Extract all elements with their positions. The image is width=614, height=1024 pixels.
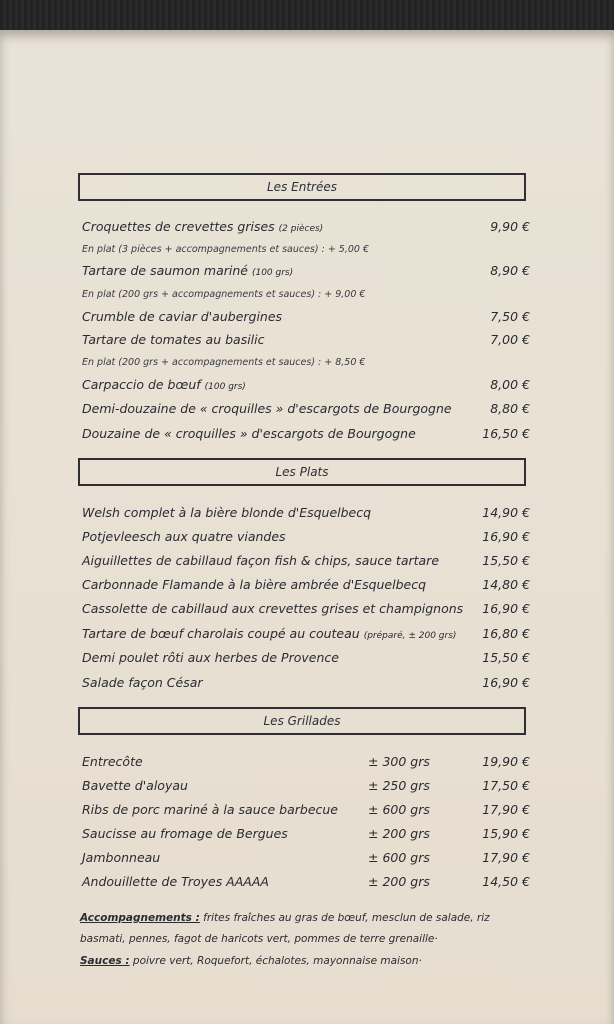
item-price: 8,00 € (490, 377, 530, 392)
accompaniments-label: Accompagnements : (80, 912, 200, 924)
item-price: 16,80 € (482, 626, 530, 641)
item-detail: (préparé, ± 200 grs) (363, 631, 457, 641)
sauces-label: Sauces : (80, 955, 130, 967)
item-price: 16,90 € (482, 675, 530, 690)
item-name: Saucisse au fromage de Bergues (82, 826, 288, 841)
menu-item (82, 850, 532, 872)
item-name: Demi poulet rôti aux herbes de Provence (82, 650, 339, 665)
item-price: 9,90 € (490, 219, 530, 234)
sauces-text: poivre vert, Roquefort, échalotes, mayonnaise maison· (132, 955, 422, 967)
item-note: En plat (200 grs + accompagnements et sauces) : + 9,00 € (82, 289, 366, 300)
item-weight: ± 300 grs (368, 754, 430, 769)
item-name: Tartare de saumon mariné (82, 263, 248, 278)
item-name: Croquettes de crevettes grises (82, 219, 275, 234)
section-title-grillades (78, 707, 526, 735)
item-name: Bavette d'aloyau (82, 778, 188, 793)
item-name: Carpaccio de bœuf (82, 377, 201, 392)
item-name: Douzaine de « croquilles » d'escargots de Bourgogne (82, 426, 416, 441)
menu-item (82, 332, 532, 354)
menu-item (82, 601, 532, 623)
item-detail: (2 pièces) (278, 224, 324, 234)
menu-item (82, 650, 532, 672)
menu-item (82, 219, 532, 241)
item-name: Aiguillettes de cabillaud façon fish & chips, sauce tartare (82, 553, 440, 568)
menu-page (0, 30, 614, 1024)
menu-item (82, 826, 532, 848)
item-name: Crumble de caviar d'aubergines (82, 309, 283, 324)
item-name: Salade façon César (82, 675, 203, 690)
item-price: 15,50 € (482, 650, 530, 665)
menu-item (82, 802, 532, 824)
accompaniments-note (80, 908, 535, 950)
menu-item (82, 377, 532, 399)
menu-item (82, 426, 532, 448)
menu-item (82, 553, 532, 575)
item-price: 19,90 € (482, 754, 530, 769)
menu-item (82, 754, 532, 776)
item-weight: ± 600 grs (368, 802, 430, 817)
item-weight: ± 600 grs (368, 850, 430, 865)
section-title-entrees (78, 173, 526, 201)
section-title-text: Les Entrées (267, 180, 337, 194)
item-price: 14,80 € (482, 577, 530, 592)
item-name: Potjevleesch aux quatre viandes (82, 529, 286, 544)
item-name: Carbonnade Flamande à la bière ambrée d'Esquelbecq (82, 577, 427, 592)
sauces-note (80, 951, 535, 972)
item-weight: ± 200 grs (368, 826, 430, 841)
item-name: Tartare de bœuf charolais coupé au couteau (82, 626, 360, 641)
item-price: 14,50 € (482, 874, 530, 889)
section-title-plats (78, 458, 526, 486)
menu-item (82, 577, 532, 599)
item-name: Welsh complet à la bière blonde d'Esquelbecq (82, 505, 372, 520)
item-detail: (100 grs) (251, 268, 294, 278)
menu-item (82, 778, 532, 800)
item-name: Entrecôte (82, 754, 143, 769)
item-name: Tartare de tomates au basilic (82, 332, 265, 347)
item-note: En plat (3 pièces + accompagnements et sauces) : + 5,00 € (82, 244, 370, 255)
item-price: 16,90 € (482, 529, 530, 544)
menu-item (82, 309, 532, 331)
section-title-text: Les Grillades (263, 714, 341, 728)
item-price: 14,90 € (482, 505, 530, 520)
menu-item (82, 401, 532, 423)
menu-item (82, 675, 532, 697)
menu-item (82, 263, 532, 285)
item-price: 15,90 € (482, 826, 530, 841)
item-price: 8,80 € (490, 401, 530, 416)
menu-item (82, 529, 532, 551)
item-price: 15,50 € (482, 553, 530, 568)
item-weight: ± 250 grs (368, 778, 430, 793)
menu-item (82, 874, 532, 896)
accompaniments-text: frites fraîches au gras de bœuf, mesclun de salade, riz basmati, pennes, fagot de haricots vert, pommes de terre grenaille· (80, 912, 490, 945)
item-price: 16,90 € (482, 601, 530, 616)
item-price: 7,00 € (490, 332, 530, 347)
item-price: 8,90 € (490, 263, 530, 278)
item-price: 17,50 € (482, 778, 530, 793)
item-name: Cassolette de cabillaud aux crevettes grises et champignons (82, 601, 464, 616)
item-name: Jambonneau (82, 850, 161, 865)
item-name: Andouillette de Troyes AAAAA (82, 874, 269, 889)
section-title-text: Les Plats (275, 465, 329, 479)
item-price: 17,90 € (482, 850, 530, 865)
item-note: En plat (200 grs + accompagnements et sauces) : + 8,50 € (82, 357, 366, 368)
item-price: 17,90 € (482, 802, 530, 817)
item-price: 16,50 € (482, 426, 530, 441)
menu-item (82, 626, 532, 648)
item-price: 7,50 € (490, 309, 530, 324)
item-weight: ± 200 grs (368, 874, 430, 889)
item-name: Ribs de porc mariné à la sauce barbecue (82, 802, 338, 817)
item-detail: (100 grs) (204, 382, 246, 392)
item-name: Demi-douzaine de « croquilles » d'escargots de Bourgogne (82, 401, 452, 416)
menu-item (82, 505, 532, 527)
